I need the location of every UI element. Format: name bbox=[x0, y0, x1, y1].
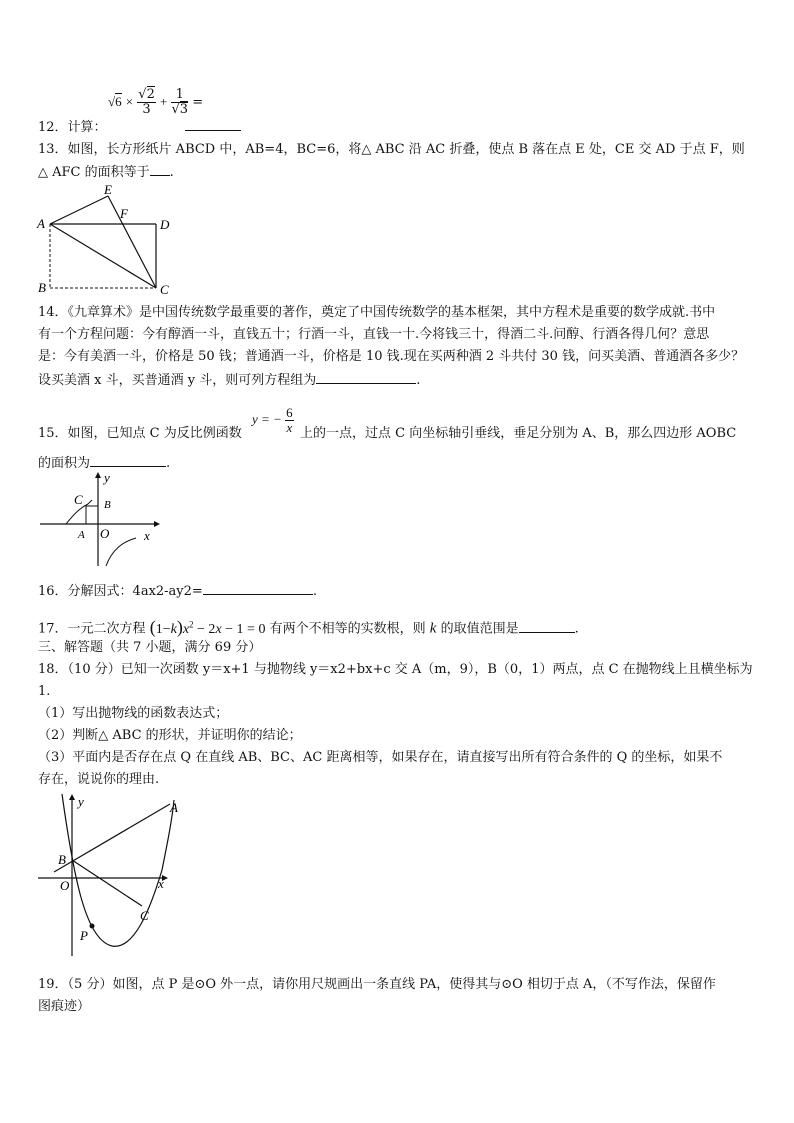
q14-answer-blank[interactable] bbox=[316, 371, 416, 384]
q17-suffix2: 的取值范围是 bbox=[440, 621, 519, 637]
q17-answer-blank[interactable] bbox=[519, 620, 575, 633]
q15-line1b: 上的一点，过点 C 向坐标轴引垂线，垂足分别为 A、B，那么四边形 AOBC bbox=[300, 426, 737, 441]
q13-label-a: A bbox=[37, 216, 45, 231]
q19-line2: 图痕迹） bbox=[38, 999, 91, 1014]
q18-label-y: y bbox=[78, 794, 84, 809]
q18-part2: （2）判断△ ABC 的形状，并证明你的结论； bbox=[38, 728, 302, 743]
q12-equals: = bbox=[192, 95, 204, 110]
q13-label-e: E bbox=[104, 182, 112, 197]
q18-part3b: 存在，说说你的理由. bbox=[38, 772, 160, 787]
q18-label-a: A bbox=[170, 800, 178, 815]
q13-figure bbox=[34, 182, 184, 297]
q18-line1: 18．（10 分）已知一次函数 y＝x+1 与抛物线 y＝x2+bx+c 交 A（m，9），B（0，1）两点，点 C 在抛物线上且横坐标为 bbox=[38, 662, 753, 677]
q13-line2-text: △ AFC 的面积等于 bbox=[38, 165, 150, 180]
q15-fn-num: 6 bbox=[286, 405, 293, 420]
q13-label-c: C bbox=[160, 282, 169, 297]
q13-tail: . bbox=[169, 165, 174, 180]
q15-label-c: C bbox=[74, 492, 83, 507]
q17-equation: $(1-k)x^2 - 2x - 1 = 0$ bbox=[149, 616, 266, 637]
q12-answer-blank[interactable] bbox=[185, 118, 241, 131]
q15-figure bbox=[36, 470, 166, 570]
q15-fn-den: x bbox=[286, 420, 293, 435]
q15-label-o: O bbox=[100, 526, 110, 541]
q18-part3a: （3）平面内是否存在点 Q 在直线 AB、BC、AC 距离相等，如果存在，请直接写出所有符合条件的 Q 的坐标，如果不 bbox=[38, 750, 723, 765]
q15-label-b: B bbox=[104, 499, 111, 511]
q15-fn-y: y = − bbox=[252, 411, 282, 427]
q17-tail: . bbox=[574, 621, 579, 637]
q18-line2: 1. bbox=[38, 684, 51, 699]
section3-heading: 三、解答题（共 7 小题，满分 69 分） bbox=[38, 640, 262, 655]
q14-line1: 14．《九章算术》是中国传统数学最重要的著作，奠定了中国传统数学的基本框架，其中方程术是重要的数学成就.书中 bbox=[38, 305, 716, 320]
q13-label-f: F bbox=[120, 206, 128, 221]
q17-suffix: 有两个不相等的实数根，则 bbox=[269, 621, 426, 637]
q18-label-x: x bbox=[158, 876, 164, 891]
q15-function bbox=[252, 406, 294, 435]
q18-label-c: C bbox=[140, 908, 149, 923]
q14-tail: . bbox=[416, 373, 421, 388]
q13-label-d: D bbox=[160, 217, 170, 232]
q16-text: 16．分解因式：4ax2-ay2= bbox=[38, 584, 203, 599]
q16 bbox=[38, 582, 317, 600]
q15-line1a: 15．如图，已知点 C 为反比例函数 bbox=[38, 426, 242, 441]
q12 bbox=[38, 118, 241, 136]
q13-line2 bbox=[38, 163, 174, 181]
q15-line2-text: 的面积为 bbox=[38, 456, 91, 471]
q14-line2: 有一个方程问题：今有醇酒一斗，直钱五十；行酒一斗，直钱一十.今将钱三十，得酒二斗.问醇、行酒各得几何？意思 bbox=[38, 327, 710, 342]
q13-label-b: B bbox=[38, 280, 46, 295]
q18-figure bbox=[34, 790, 184, 960]
q15-label-y: y bbox=[104, 470, 110, 485]
q15-label-a: A bbox=[78, 529, 85, 541]
q13-line1: 13．如图，长方形纸片 ABCD 中，AB=4，BC=6，将△ ABC 沿 AC 折叠，使点 B 落在点 E 处，CE 交 AD 于点 F，则 bbox=[38, 142, 745, 157]
q19-line1: 19．（5 分）如图，点 P 是⊙O 外一点，请你用尺规画出一条直线 PA，使得其与⊙O 相切于点 A，（不写作法，保留作 bbox=[38, 977, 716, 992]
q18-label-o: O bbox=[60, 878, 70, 893]
q13-answer-blank[interactable] bbox=[150, 163, 170, 176]
q12-expression: √6 × $\frac{√2}{3}$ + $\frac{1}{√3}$ = bbox=[108, 87, 204, 117]
q14-line4-text: 设买美酒 x 斗，买普通酒 y 斗，则可列方程组为 bbox=[38, 373, 317, 388]
q18-label-b: B bbox=[58, 852, 66, 867]
q15-label-x: x bbox=[144, 528, 150, 543]
q12-prefix: 12．计算： bbox=[38, 120, 107, 135]
q17 bbox=[38, 616, 579, 638]
q17-k: k bbox=[429, 620, 437, 637]
q18-label-p: P bbox=[80, 928, 88, 943]
q14-line4 bbox=[38, 371, 420, 389]
q18-part1: （1）写出抛物线的函数表达式； bbox=[38, 706, 229, 721]
q17-prefix: 17．一元二次方程 bbox=[38, 621, 146, 637]
q14-line3: 是：今有美酒一斗，价格是 50 钱；普通酒一斗，价格是 10 钱.现在买两种酒 2 斗共付 30 钱，问买美酒、普通酒各多少？ bbox=[38, 349, 745, 364]
q15-tail: . bbox=[166, 456, 171, 471]
q16-tail: . bbox=[312, 584, 317, 599]
q16-answer-blank[interactable] bbox=[203, 582, 313, 595]
q15-answer-blank[interactable] bbox=[90, 454, 166, 467]
